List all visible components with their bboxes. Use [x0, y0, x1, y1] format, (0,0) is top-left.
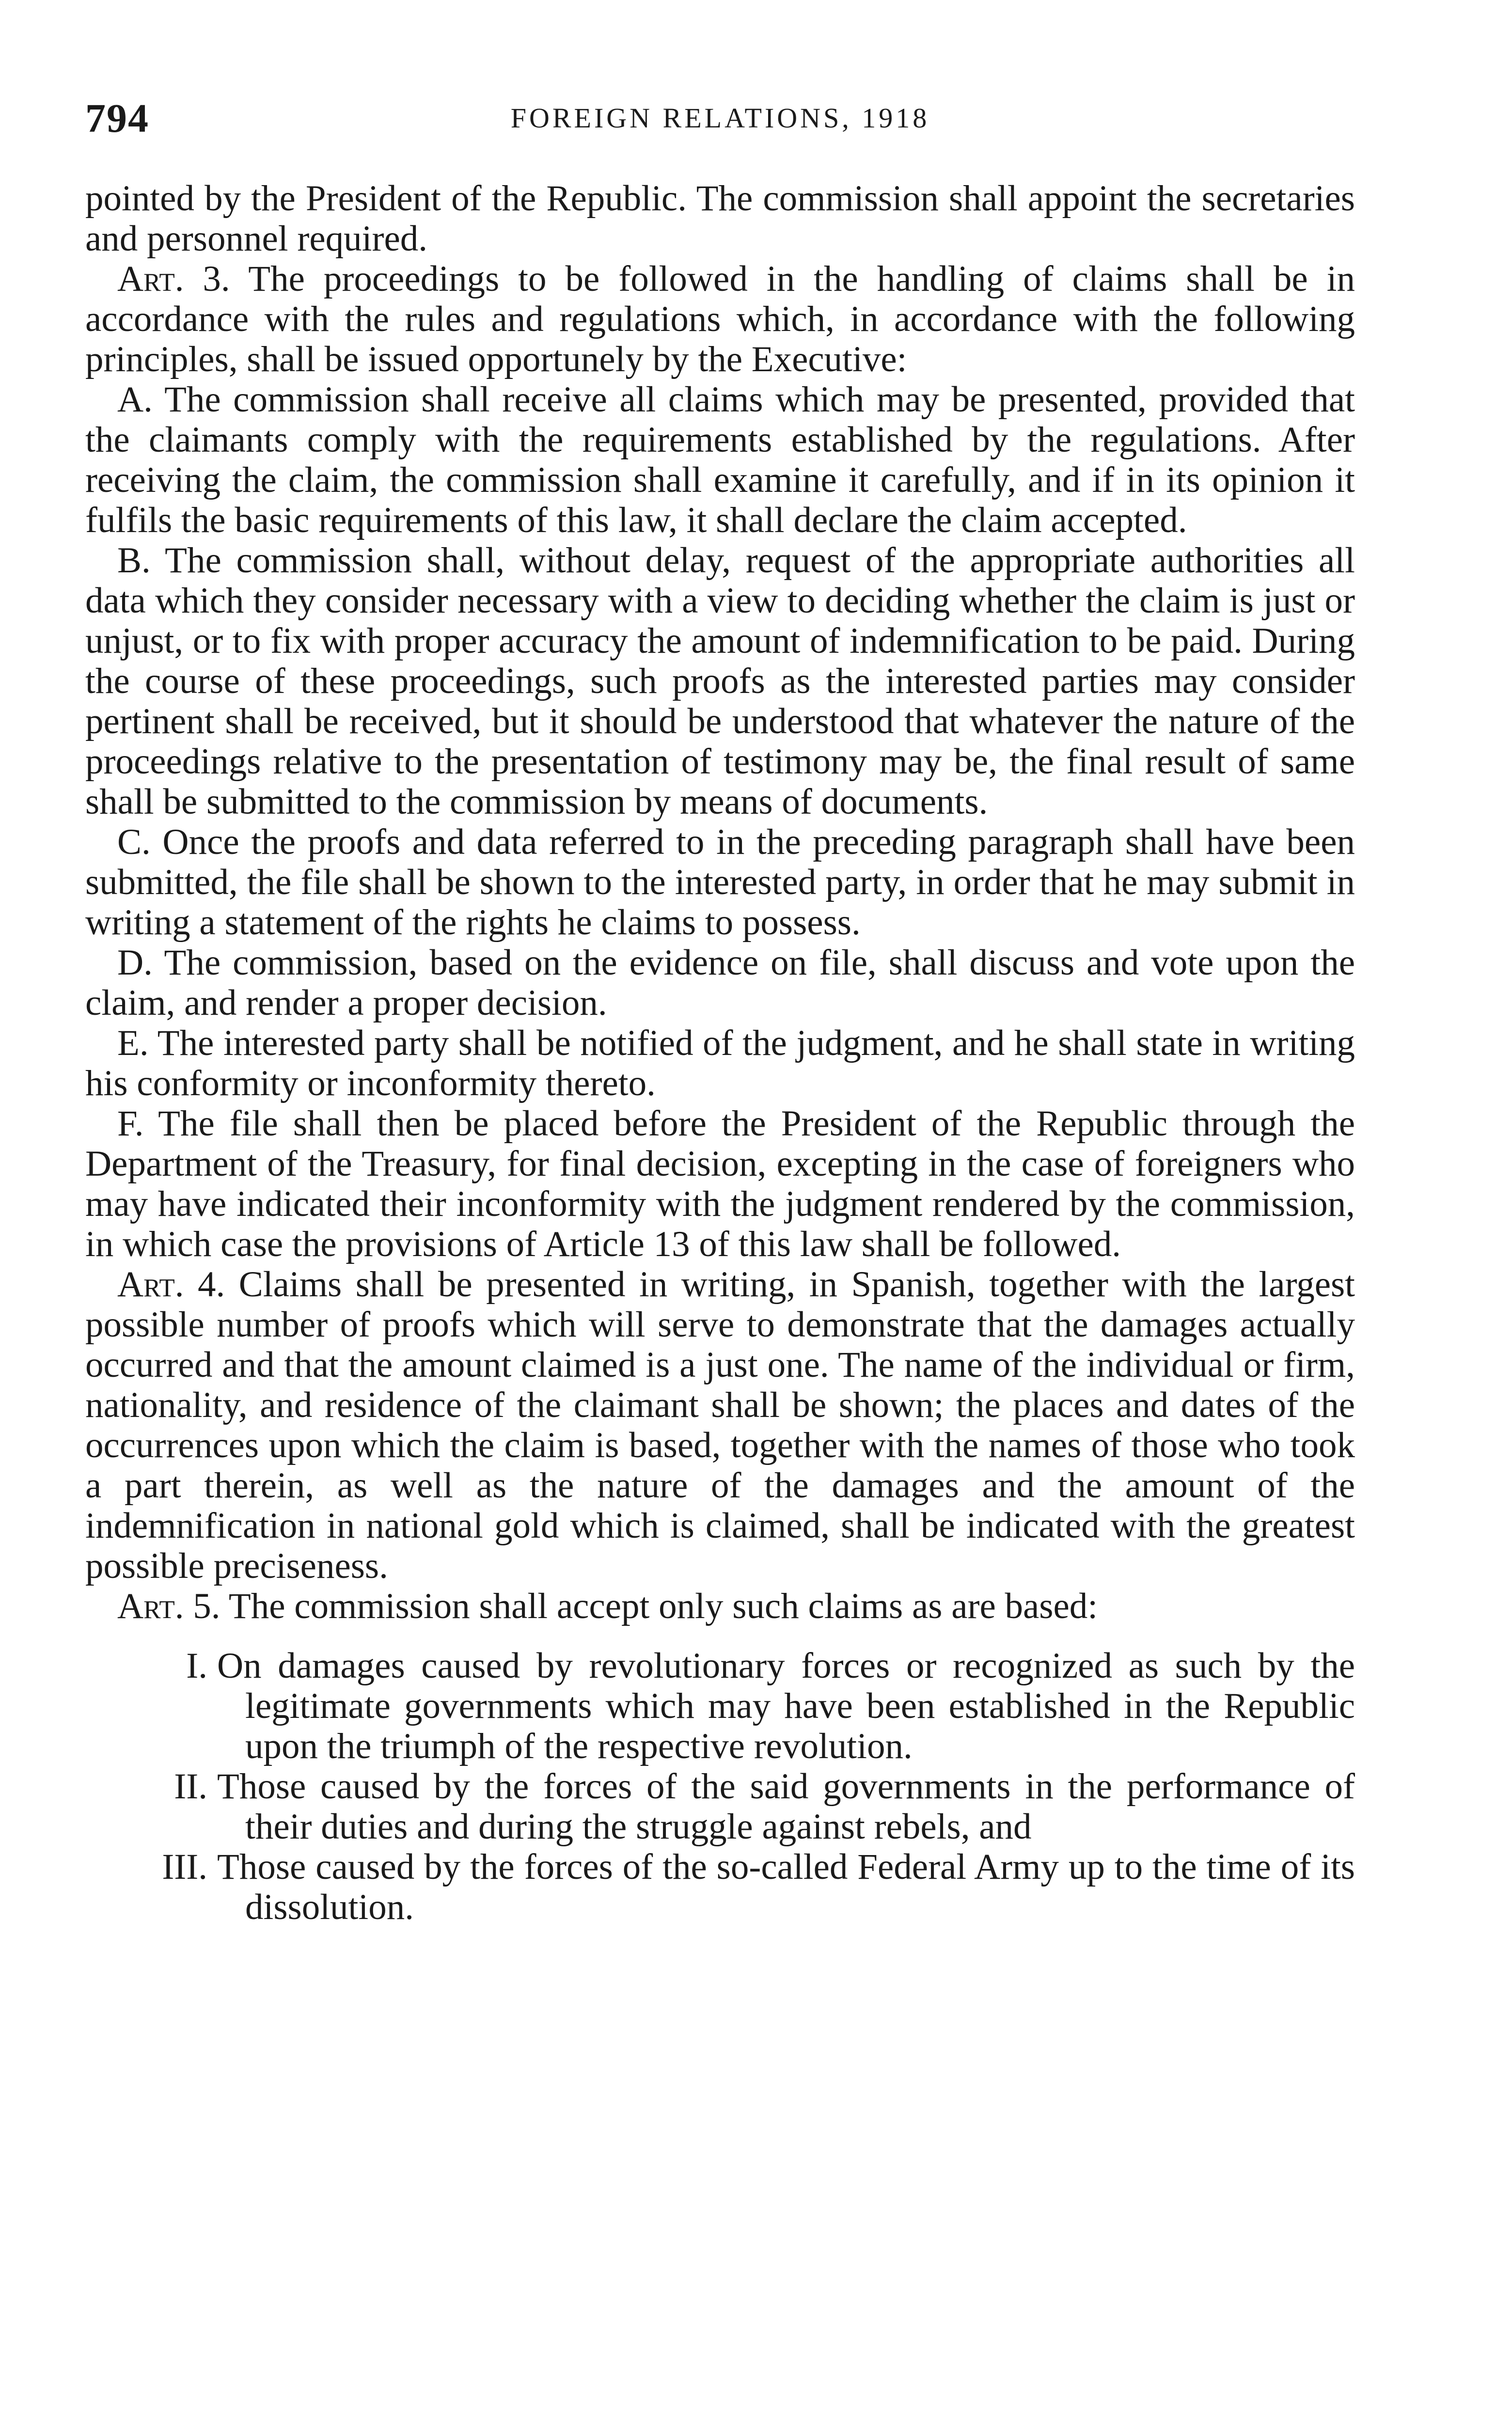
paragraph-text: The commission shall accept only such claims as are based:: [228, 1586, 1098, 1626]
paragraph-clause-a: [85, 379, 1355, 540]
page-header: [85, 95, 1355, 168]
paragraph-clause-e: [85, 1023, 1355, 1103]
article-label: Art. 4.: [117, 1264, 225, 1305]
paragraph-clause-b: [85, 540, 1355, 822]
list-numeral: I.: [186, 1646, 207, 1686]
claims-basis-list: [85, 1646, 1355, 1927]
running-head: FOREIGN RELATIONS, 1918: [510, 102, 930, 134]
body-text: [85, 178, 1355, 1927]
list-item-text: On damages caused by revolutionary forces or recognized as such by the legitimate governments which may have been established in the Republic upon the triumph of the respective revolution.: [217, 1646, 1355, 1766]
article-label: Art. 5.: [117, 1586, 220, 1626]
paragraph-text: pointed by the President of the Republic. The commission shall appoint the secretaries and personnel required.: [85, 178, 1355, 259]
paragraph-clause-f: [85, 1103, 1355, 1264]
document-page: [85, 95, 1355, 1927]
list-item: [85, 1766, 1355, 1847]
paragraph-continuation: [85, 178, 1355, 259]
paragraph-article-5: [85, 1586, 1355, 1626]
paragraph-text: Claims shall be presented in writing, in Spanish, together with the largest possible number of proofs which will serve to demonstrate that the damages actually occurred and that the amount claimed is a just one. The name of the individual or firm, nationality, and residence of the claimant shall be shown; the places and dates of the occurrences upon which the claim is based, together with the names of those who took a part therein, as well as the nature of the damages and the amount of the indemnification in national gold which is claimed, shall be indicated with the greatest possible preciseness.: [85, 1264, 1355, 1586]
paragraph-article-3: [85, 259, 1355, 379]
paragraph-clause-d: [85, 943, 1355, 1023]
article-label: Art. 3.: [117, 259, 230, 299]
paragraph-article-4: [85, 1264, 1355, 1586]
list-item-text: Those caused by the forces of the said governments in the performance of their duties and during the struggle against rebels, and: [217, 1766, 1355, 1847]
list-item: [85, 1646, 1355, 1766]
paragraph-text: A. The commission shall receive all claims which may be presented, provided that the claimants comply with the requirements established by the regulations. After receiving the claim, the commission shall examine it carefully, and if in its opinion it fulfils the basic requirements of this law, it shall declare the claim accepted.: [85, 379, 1355, 540]
paragraph-text: D. The commission, based on the evidence on file, shall discuss and vote upon the claim, and render a proper decision.: [85, 943, 1355, 1023]
paragraph-text: B. The commission shall, without delay, request of the appropriate authorities all data which they consider necessary with a view to deciding whether the claim is just or unjust, or to fix with proper accuracy the amount of indemnification to be paid. During the course of these proceedings, such proofs as the interested parties may consider pertinent shall be received, but it should be understood that whatever the nature of the proceedings relative to the presentation of testimony may be, the final result of same shall be submitted to the commission by means of documents.: [85, 540, 1355, 822]
paragraph-text: E. The interested party shall be notified of the judgment, and he shall state in writing his conformity or inconformity thereto.: [85, 1023, 1355, 1103]
list-numeral: II.: [174, 1766, 207, 1807]
list-item-text: Those caused by the forces of the so-called Federal Army up to the time of its dissolution.: [217, 1847, 1355, 1927]
paragraph-text: C. Once the proofs and data referred to in the preceding paragraph shall have been submitted, the file shall be shown to the interested party, in order that he may submit in writing a statement of the rights he claims to possess.: [85, 822, 1355, 943]
paragraph-text: The proceedings to be followed in the handling of claims shall be in accordance with the rules and regulations which, in accordance with the following principles, shall be issued opportunely by the Executive:: [85, 259, 1355, 379]
list-item: [85, 1847, 1355, 1927]
page-number: 794: [85, 96, 149, 141]
paragraph-text: F. The file shall then be placed before the President of the Republic through the Department of the Treasury, for final decision, excepting in the case of foreigners who may have indicated their inconformity with the judgment rendered by the commission, in which case the provisions of Article 13 of this law shall be followed.: [85, 1103, 1355, 1264]
list-numeral: III.: [162, 1847, 207, 1887]
paragraph-clause-c: [85, 822, 1355, 943]
